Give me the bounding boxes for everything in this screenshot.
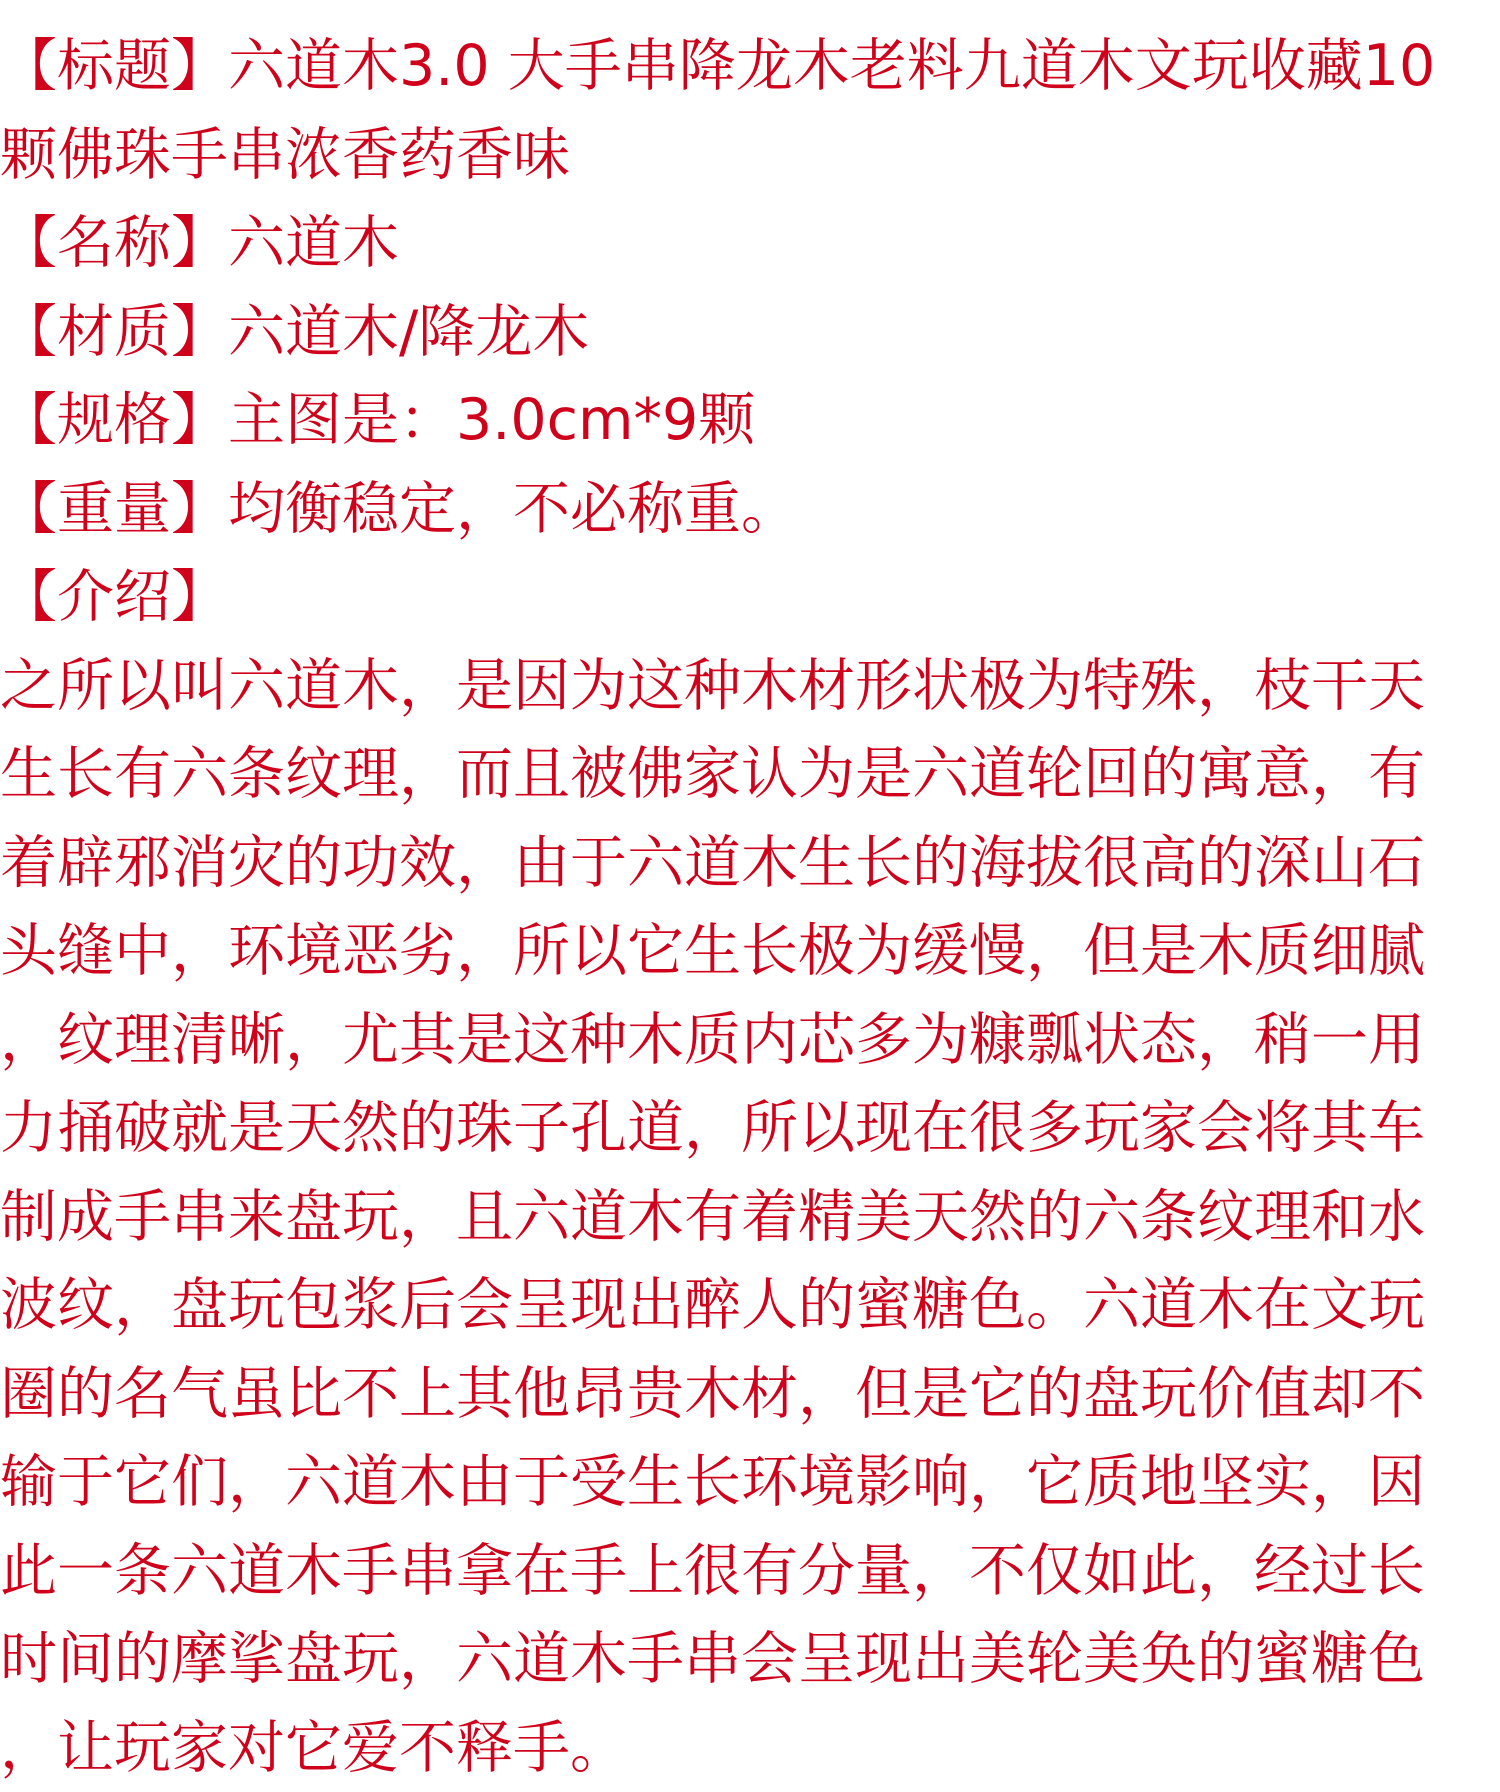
- description-line: 圈的名气虽比不上其他昂贵木材，但是它的盘玩价值却不: [0, 1350, 1470, 1439]
- title-row: [0, 22, 1470, 111]
- material-value: 六道木/降龙木: [228, 299, 589, 365]
- description-line: 制成手串来盘玩，且六道木有着精美天然的六条纹理和水: [0, 1173, 1470, 1262]
- weight-row: [0, 465, 1470, 554]
- weight-label: 【重量】: [0, 476, 228, 542]
- name-value: 六道木: [228, 210, 399, 276]
- title-row-continued: [0, 111, 1470, 200]
- material-row: [0, 288, 1470, 377]
- description-line: 输于它们，六道木由于受生长环境影响，它质地坚实，因: [0, 1438, 1470, 1527]
- intro-row: [0, 553, 1470, 642]
- title-label: 【标题】: [0, 33, 228, 99]
- weight-value: 均衡稳定，不必称重。: [228, 476, 798, 542]
- spec-row: [0, 376, 1470, 465]
- title-value-line2: 颗佛珠手串浓香药香味: [0, 122, 570, 188]
- description-line: 之所以叫六道木，是因为这种木材形状极为特殊，枝干天: [0, 642, 1470, 731]
- description-paragraph: [0, 642, 1470, 1792]
- description-line: 头缝中，环境恶劣，所以它生长极为缓慢，但是木质细腻: [0, 907, 1470, 996]
- description-line: 力捅破就是天然的珠子孔道，所以现在很多玩家会将其车: [0, 1084, 1470, 1173]
- description-line: ，让玩家对它爱不释手。: [0, 1704, 1470, 1792]
- description-line: 生长有六条纹理，而且被佛家认为是六道轮回的寓意，有: [0, 730, 1470, 819]
- name-row: [0, 199, 1470, 288]
- material-label: 【材质】: [0, 299, 228, 365]
- description-line: 着辟邪消灾的功效，由于六道木生长的海拔很高的深山石: [0, 819, 1470, 908]
- description-line: 时间的摩挲盘玩，六道木手串会呈现出美轮美奂的蜜糖色: [0, 1615, 1470, 1704]
- intro-label: 【介绍】: [0, 564, 228, 630]
- name-label: 【名称】: [0, 210, 228, 276]
- title-value-line1: 六道木3.0 大手串降龙木老料九道木文玩收藏10: [228, 33, 1435, 99]
- spec-value: 主图是：3.0cm*9颗: [228, 387, 755, 453]
- description-line: 此一条六道木手串拿在手上很有分量，不仅如此，经过长: [0, 1527, 1470, 1616]
- description-line: 波纹，盘玩包浆后会呈现出醉人的蜜糖色。六道木在文玩: [0, 1261, 1470, 1350]
- spec-label: 【规格】: [0, 387, 228, 453]
- description-line: ，纹理清晰，尤其是这种木质内芯多为糠瓢状态，稍一用: [0, 996, 1470, 1085]
- product-description-document: [0, 22, 1470, 1792]
